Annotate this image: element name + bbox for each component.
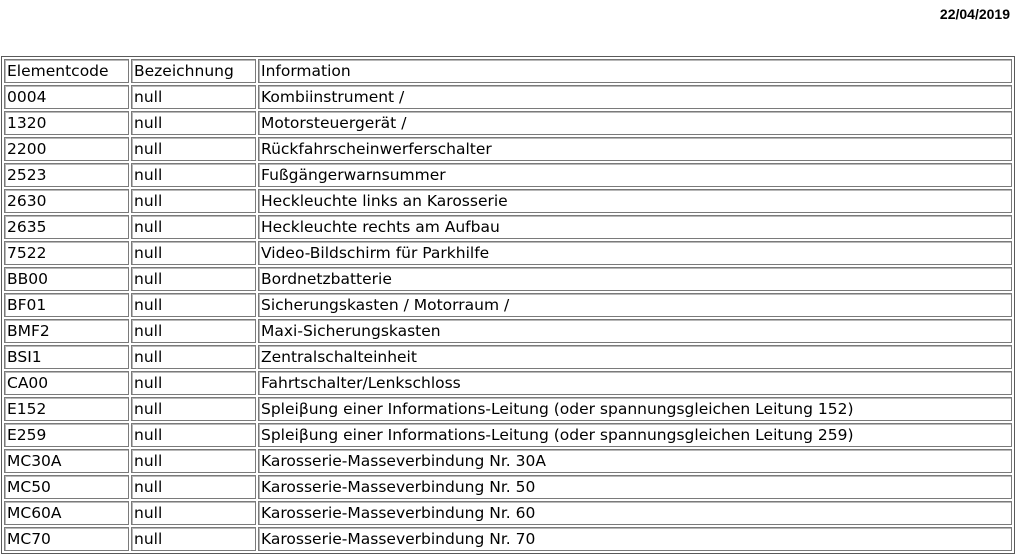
cell-information: Heckleuchte links an Karosserie	[258, 189, 1012, 213]
cell-bezeichnung: null	[131, 371, 256, 395]
cell-elementcode: MC60A	[4, 501, 129, 525]
cell-elementcode: 1320	[4, 111, 129, 135]
table-row	[4, 501, 1012, 525]
cell-elementcode: MC50	[4, 475, 129, 499]
cell-information: Heckleuchte rechts am Aufbau	[258, 215, 1012, 239]
table-row	[4, 527, 1012, 551]
cell-information: Maxi-Sicherungskasten	[258, 319, 1012, 343]
cell-information: Sicherungskasten / Motorraum /	[258, 293, 1012, 317]
cell-information: Motorsteuergerät /	[258, 111, 1012, 135]
cell-elementcode: 2200	[4, 137, 129, 161]
cell-elementcode: 2635	[4, 215, 129, 239]
element-table-container	[1, 56, 1015, 554]
table-row	[4, 397, 1012, 421]
cell-information: Rückfahrscheinwerferschalter	[258, 137, 1012, 161]
cell-bezeichnung: null	[131, 215, 256, 239]
cell-information: Bordnetzbatterie	[258, 267, 1012, 291]
cell-information: Karosserie-Masseverbindung Nr. 60	[258, 501, 1012, 525]
cell-elementcode: E259	[4, 423, 129, 447]
cell-bezeichnung: null	[131, 475, 256, 499]
cell-information: Spleiβung einer Informations-Leitung (oder spannungsgleichen Leitung 259)	[258, 423, 1012, 447]
cell-elementcode: BF01	[4, 293, 129, 317]
cell-information: Video-Bildschirm für Parkhilfe	[258, 241, 1012, 265]
table-row	[4, 345, 1012, 369]
table-row	[4, 189, 1012, 213]
cell-elementcode: MC30A	[4, 449, 129, 473]
cell-elementcode: CA00	[4, 371, 129, 395]
cell-information: Spleiβung einer Informations-Leitung (oder spannungsgleichen Leitung 152)	[258, 397, 1012, 421]
table-header-row	[4, 59, 1012, 83]
cell-bezeichnung: null	[131, 423, 256, 447]
cell-information: Kombiinstrument /	[258, 85, 1012, 109]
column-header-elementcode: Elementcode	[4, 59, 129, 83]
cell-elementcode: BB00	[4, 267, 129, 291]
cell-information: Karosserie-Masseverbindung Nr. 30A	[258, 449, 1012, 473]
table-row	[4, 293, 1012, 317]
table-row	[4, 241, 1012, 265]
table-row	[4, 85, 1012, 109]
table-row	[4, 267, 1012, 291]
cell-bezeichnung: null	[131, 345, 256, 369]
cell-elementcode: BMF2	[4, 319, 129, 343]
cell-elementcode: 0004	[4, 85, 129, 109]
cell-bezeichnung: null	[131, 267, 256, 291]
cell-bezeichnung: null	[131, 163, 256, 187]
table-row	[4, 475, 1012, 499]
cell-information: Fußgängerwarnsummer	[258, 163, 1012, 187]
cell-elementcode: MC70	[4, 527, 129, 551]
cell-information: Karosserie-Masseverbindung Nr. 50	[258, 475, 1012, 499]
table-row	[4, 319, 1012, 343]
cell-bezeichnung: null	[131, 111, 256, 135]
cell-bezeichnung: null	[131, 319, 256, 343]
cell-information: Zentralschalteinheit	[258, 345, 1012, 369]
cell-information: Fahrtschalter/Lenkschloss	[258, 371, 1012, 395]
cell-bezeichnung: null	[131, 189, 256, 213]
cell-bezeichnung: null	[131, 137, 256, 161]
table-row	[4, 449, 1012, 473]
cell-elementcode: BSI1	[4, 345, 129, 369]
column-header-information: Information	[258, 59, 1012, 83]
cell-bezeichnung: null	[131, 293, 256, 317]
cell-information: Karosserie-Masseverbindung Nr. 70	[258, 527, 1012, 551]
cell-bezeichnung: null	[131, 501, 256, 525]
cell-bezeichnung: null	[131, 449, 256, 473]
cell-elementcode: 7522	[4, 241, 129, 265]
element-table-body	[4, 59, 1012, 551]
cell-bezeichnung: null	[131, 397, 256, 421]
column-header-bezeichnung: Bezeichnung	[131, 59, 256, 83]
element-table	[2, 57, 1014, 553]
table-row	[4, 137, 1012, 161]
page-date: 22/04/2019	[939, 6, 1010, 22]
cell-elementcode: 2630	[4, 189, 129, 213]
table-row	[4, 371, 1012, 395]
cell-elementcode: 2523	[4, 163, 129, 187]
table-row	[4, 163, 1012, 187]
cell-elementcode: E152	[4, 397, 129, 421]
table-row	[4, 215, 1012, 239]
cell-bezeichnung: null	[131, 527, 256, 551]
cell-bezeichnung: null	[131, 241, 256, 265]
table-row	[4, 111, 1012, 135]
cell-bezeichnung: null	[131, 85, 256, 109]
table-row	[4, 423, 1012, 447]
